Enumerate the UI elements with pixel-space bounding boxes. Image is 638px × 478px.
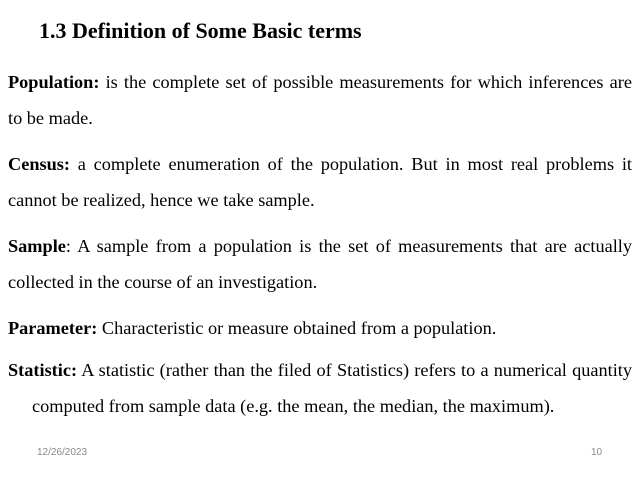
term-sample: Sample <box>8 236 66 256</box>
definition-text-population: is the complete set of possible measurements for which inferences are to be made. <box>8 72 632 128</box>
term-census: Census: <box>8 154 70 174</box>
term-parameter: Parameter: <box>8 318 98 338</box>
definition-text-census: a complete enumeration of the population. But in most real problems it cannot be realized, hence we take sample. <box>8 154 632 210</box>
definition-population <box>8 64 632 136</box>
definition-text-parameter: Characteristic or measure obtained from a population. <box>97 318 497 338</box>
footer-date: 12/26/2023 <box>37 447 88 458</box>
slide-title: 1.3 Definition of Some Basic terms <box>39 18 362 43</box>
term-population: Population: <box>8 72 100 92</box>
page-number: 10 <box>591 447 603 458</box>
definition-parameter <box>8 310 632 346</box>
definition-statistic <box>8 352 632 424</box>
definition-sample <box>8 228 632 300</box>
term-statistic: Statistic: <box>8 360 78 380</box>
definition-text-statistic: A statistic (rather than the filed of Statistics) refers to a numerical quantity computed from sample data (e.g. the mean, the median, the maximum). <box>32 360 632 416</box>
definition-census <box>8 146 632 218</box>
definition-text-sample: : A sample from a population is the set of measurements that are actually collected in the course of an investigation. <box>8 236 632 292</box>
